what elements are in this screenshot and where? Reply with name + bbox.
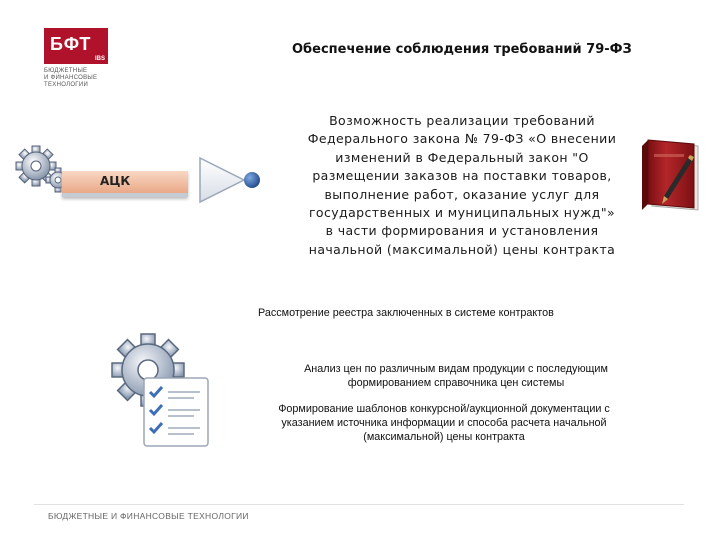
logo-text (44, 68, 120, 89)
page-title: Обеспечение соблюдения требований 79-ФЗ (292, 42, 632, 57)
list-item-line: указанием источника информации и способа расчета начальной (281, 417, 607, 429)
description-line: начальной (максимальной) цены контракта (308, 241, 616, 257)
description-line: размещении заказов на поставки товаров, (312, 168, 612, 184)
list-item-line: Формирование шаблонов конкурсной/аукционной документации с (278, 403, 610, 415)
list-item-line: формированием справочника цен системы (347, 377, 565, 389)
logo (44, 28, 120, 89)
logo-line: ТЕХНОЛОГИИ (44, 82, 89, 88)
list-item (256, 362, 656, 390)
logo-sub: IBS (94, 56, 105, 62)
description-line: Возможность реализации требований (329, 113, 595, 128)
ack-label: АЦК (100, 174, 131, 188)
description-line: государственных и муниципальных нужд"» (308, 205, 616, 221)
footer-divider (34, 504, 684, 505)
list-item-line: (максимальной) цены контракта (363, 431, 525, 443)
description-line: выполнение работ, оказание услуг для (324, 186, 600, 202)
logo-line: БЮДЖЕТНЫЕ (44, 68, 88, 74)
logo-mark (44, 28, 108, 64)
footer-text: БЮДЖЕТНЫЕ И ФИНАНСОВЫЕ ТЕХНОЛОГИИ (48, 511, 249, 521)
checklist-icon (100, 330, 220, 454)
logo-line: И ФИНАНСОВЫЕ (44, 75, 98, 81)
logo-main: БФТ (50, 34, 92, 54)
arrow-icon (196, 152, 266, 208)
description-line: изменений в Федеральный закон "О (335, 149, 589, 165)
list-item (224, 402, 664, 444)
ack-bar[interactable] (62, 171, 188, 197)
description-line: в части формирования и установления (325, 223, 599, 239)
list-item: Рассмотрение реестра заключенных в системе контрактов (258, 307, 554, 319)
description-line: Федерального закона № 79-ФЗ «О внесении (307, 131, 617, 147)
book-icon (590, 138, 708, 218)
list-item-line: Анализ цен по различным видам продукции с последующим (304, 363, 608, 375)
